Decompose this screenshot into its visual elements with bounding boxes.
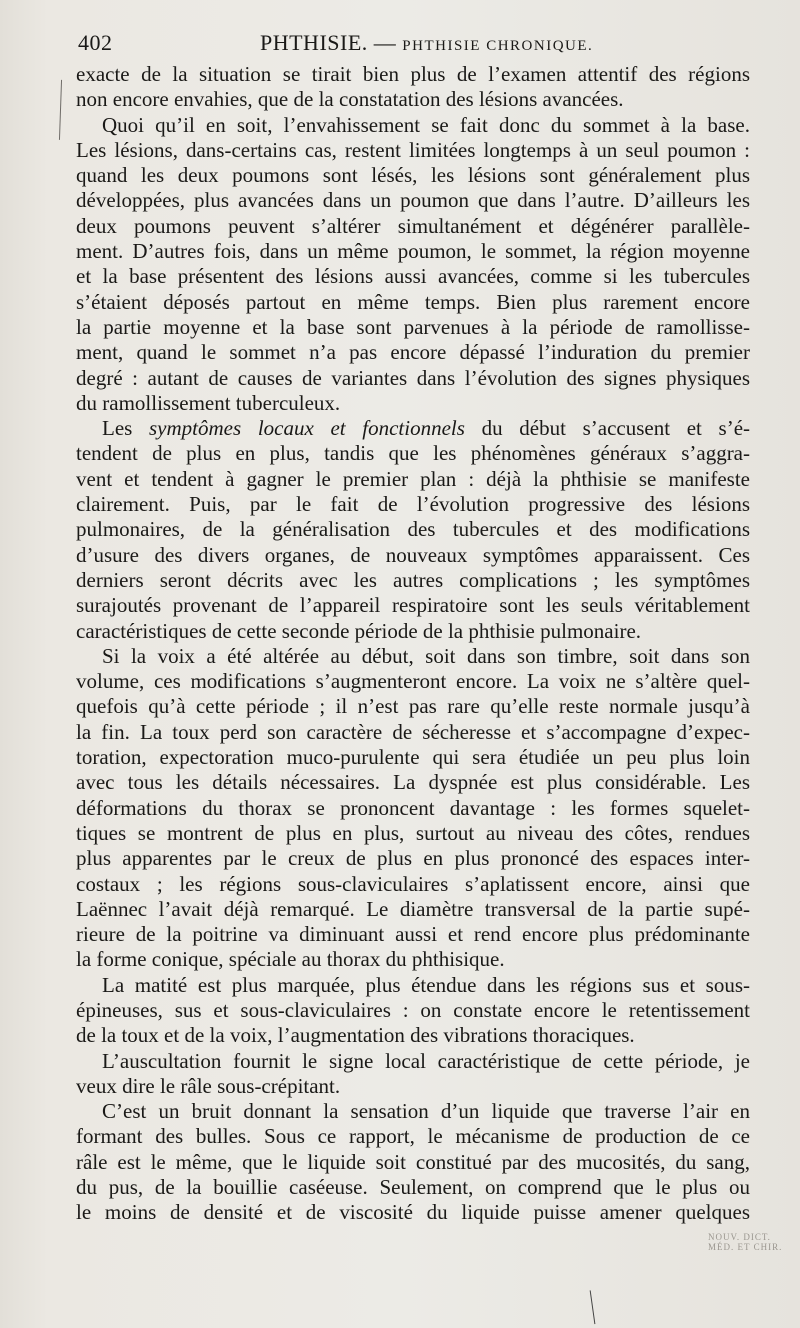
- text-line: derniers seront décrits avec les autres complications ; les symptômes: [76, 567, 750, 592]
- text-line: quand les deux poumons sont lésés, les lésions sont généralement plus: [76, 163, 750, 188]
- text-line: Laënnec l’avait déjà remarqué. Le diamètre transversal de la partie supé-: [76, 896, 750, 921]
- text-line: du pus, de la bouillie caséeuse. Seulement, on comprend que le plus ou: [76, 1175, 750, 1200]
- text-line: deux poumons peuvent s’altérer simultanément et dégénérer parallèle-: [76, 213, 750, 238]
- running-header: [78, 30, 748, 60]
- text-line: tendent de plus en plus, tandis que les phénomènes généraux s’aggra-: [76, 441, 750, 466]
- text-line: degré : autant de causes de variantes dans l’évolution des signes physiques: [76, 365, 750, 390]
- text-line: non encore envahies, que de la constatation des lésions avancées.: [76, 87, 624, 112]
- text-line: surajoutés provenant de l’appareil respiratoire sont les seuls véritablement: [76, 593, 750, 618]
- italic-phrase: symptômes locaux et fonctionnels: [149, 416, 465, 441]
- text-line: Les symptômes locaux et fonctionnels du début s’accusent et s’é-: [102, 416, 751, 441]
- text-line: râle est le même, que le liquide soit constitué par des mucosités, du sang,: [76, 1149, 750, 1174]
- running-title: [260, 30, 593, 56]
- header-title: PHTHISIE.: [260, 30, 368, 55]
- text-line: d’usure des divers organes, de nouveaux symptômes apparaissent. Ces: [76, 542, 750, 567]
- text-line: ment. D’autres fois, dans un même poumon, le sommet, la région moyenne: [76, 239, 750, 264]
- text-line: exacte de la situation se tirait bien plus de l’examen attentif des régions: [76, 62, 750, 86]
- text-line: rieure de la poitrine va diminuant aussi et rend encore plus prédominante: [76, 922, 750, 947]
- text-line: et la base présentent des lésions aussi avancées, comme si les tubercules: [76, 264, 750, 289]
- footer-smudge: NOUV. DICT. MÉD. ET CHIR.: [708, 1232, 783, 1252]
- text-line: déformations du thorax se prononcent davantage : les formes squelet-: [76, 795, 750, 820]
- header-dash: —: [373, 30, 397, 55]
- text-line: vent et tendent à gagner le premier plan : déjà la phthisie se manifeste: [76, 466, 750, 491]
- pencil-tick-mark: [590, 1290, 600, 1324]
- text-line: développées, plus avancées dans un poumon que dans l’autre. D’ailleurs les: [76, 188, 750, 213]
- text-line: du ramollissement tuberculeux.: [76, 390, 341, 415]
- text-line: formant des bulles. Sous ce rapport, le mécanisme de production de ce: [76, 1124, 750, 1149]
- text-line: la partie moyenne et la base sont parvenues à la période de ramollisse-: [76, 314, 750, 339]
- text-line: Quoi qu’il en soit, l’envahissement se fait donc du sommet à la base.: [102, 112, 750, 137]
- text-line: la forme conique, spéciale au thorax du phthisique.: [76, 947, 505, 972]
- text-line: veux dire le râle sous-crépitant.: [76, 1073, 341, 1098]
- text-line: pulmonaires, de la généralisation des tubercules et des modifications: [76, 517, 750, 542]
- text-line: C’est un bruit donnant la sensation d’un liquide que traverse l’air en: [102, 1099, 750, 1124]
- text-line: toration, expectoration muco-purulente qui sera étudiée un peu plus loin: [76, 745, 750, 770]
- text-line: Si la voix a été altérée au début, soit dans son timbre, soit dans son: [102, 643, 750, 668]
- text-line: la fin. La toux perd son caractère de sécheresse et s’accompagne d’expec-: [76, 719, 750, 744]
- margin-pencil-mark: [59, 80, 70, 140]
- text-line: le moins de densité et de viscosité du liquide puisse amener quelques: [76, 1200, 750, 1225]
- text-line: quefois qu’à cette période ; il n’est pas rare qu’elle reste normale jusqu’à: [76, 694, 750, 719]
- page-number: 402: [78, 30, 113, 55]
- text-line: plus apparentes par le creux de plus en plus prononcé des espaces inter-: [76, 846, 750, 871]
- header-subtitle: PHTHISIE CHRONIQUE.: [402, 38, 594, 54]
- text-line: costaux ; les régions sous-claviculaires s’aplatissent encore, ainsi que: [76, 871, 750, 896]
- text-line: Les lésions, dans-certains cas, restent limitées longtemps à un seul poumon :: [76, 137, 750, 162]
- text-line: clairement. Puis, par le fait de l’évolution progressive des lésions: [76, 492, 750, 517]
- text-line: de la toux et de la voix, l’augmentation des vibrations thoraciques.: [76, 1023, 635, 1048]
- text-line: avec tous les détails nécessaires. La dyspnée est plus considérable. Les: [76, 770, 750, 795]
- text-line: La matité est plus marquée, plus étendue dans les régions sus et sous-: [102, 972, 750, 997]
- text-line: L’auscultation fournit le signe local caractéristique de cette période, je: [102, 1048, 750, 1073]
- body-text: [76, 62, 750, 1226]
- text-line: caractéristiques de cette seconde période de la phthisie pulmonaire.: [76, 618, 642, 643]
- text-line: ment, quand le sommet n’a pas encore dépassé l’induration du premier: [76, 340, 750, 365]
- text-line: volume, ces modifications s’augmenteront encore. La voix ne s’altère quel-: [76, 669, 750, 694]
- text-line: épineuses, sus et sous-claviculaires : on constate encore le retentissement: [76, 997, 750, 1022]
- text-line: s’étaient déposés partout en même temps. Bien plus rarement encore: [76, 289, 750, 314]
- text-line: tiques se montrent de plus en plus, surtout au niveau des côtes, rendues: [76, 820, 750, 845]
